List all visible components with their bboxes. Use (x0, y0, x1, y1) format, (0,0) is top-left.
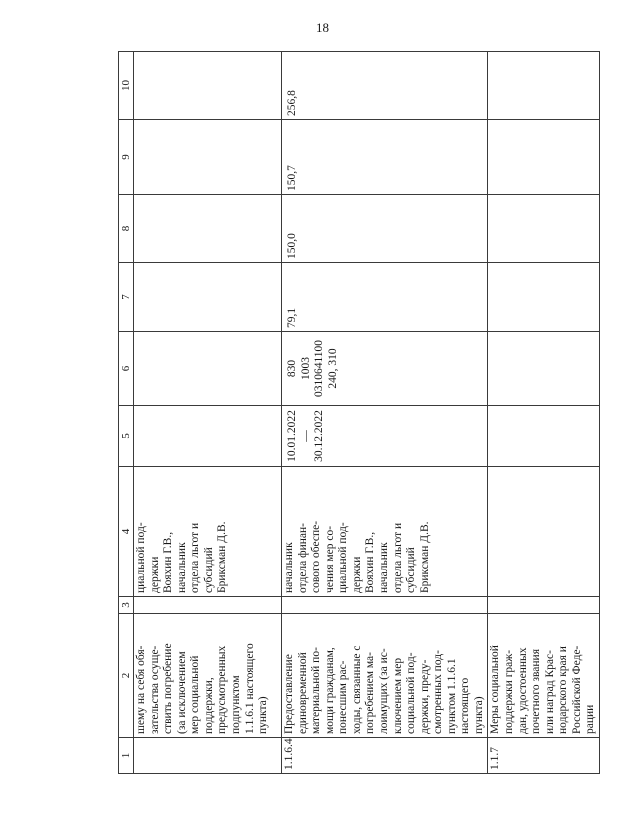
page-number: 18 (316, 20, 329, 35)
cell-budget-code (488, 332, 600, 406)
program-measures-table (118, 51, 600, 774)
column-header: 4 (119, 467, 134, 597)
cell-value-8: 150,0 (282, 195, 488, 263)
cell-description: Меры социальной поддержки граж- дан, удостоенных почетного звания или наград Крас- нодарского края и Российской Феде- рации (488, 614, 600, 738)
cell-number: 1.1.6.4 (282, 738, 488, 774)
column-header: 7 (119, 263, 134, 332)
cell-period (134, 406, 282, 467)
table-row (282, 52, 488, 774)
column-header: 3 (119, 597, 134, 614)
cell-value-8 (488, 195, 600, 263)
table-row (488, 52, 600, 774)
cell-value-9 (488, 120, 600, 195)
cell-value-10 (134, 52, 282, 120)
cell-col3 (282, 597, 488, 614)
cell-value-7: 79,1 (282, 263, 488, 332)
cell-value-7 (488, 263, 600, 332)
cell-period: 10.01.2022 — 30.12.2022 (282, 406, 488, 467)
cell-col3 (488, 597, 600, 614)
cell-col3 (134, 597, 282, 614)
cell-number: 1.1.7 (488, 738, 600, 774)
column-header: 9 (119, 120, 134, 195)
column-header: 10 (119, 52, 134, 120)
column-header: 8 (119, 195, 134, 263)
cell-description: шему на себя обя- зательства осуще- ствить погребение (за исключением мер социальной поддержки, предусмотренных подпунктом 1.1.6.1 настоящего пункта) (134, 614, 282, 738)
column-header: 5 (119, 406, 134, 467)
table-row (134, 52, 282, 774)
rotated-table-area (118, 52, 597, 774)
rotated-content (118, 52, 597, 774)
cell-value-7 (134, 263, 282, 332)
cell-budget-code: 830 1003 0310641100 240, 310 (282, 332, 488, 406)
column-header: 1 (119, 738, 134, 774)
cell-value-8 (134, 195, 282, 263)
column-header: 2 (119, 614, 134, 738)
cell-value-10 (488, 52, 600, 120)
cell-number (134, 738, 282, 774)
header-row (119, 52, 134, 774)
cell-value-9: 150,7 (282, 120, 488, 195)
cell-responsible: циальной под- держки Вояхин Г.В., начальник отдела льгот и субсидий Бриксман Д.В. (134, 467, 282, 597)
cell-budget-code (134, 332, 282, 406)
cell-description: Предоставление единовременной материальной по- мощи гражданам, понесшим рас- ходы, связанные с погребением ма- лоимущих (за ис- ключением мер социальной под- держки, преду- смотренных под- пунктом 1.1.6.1 настоящего пункта) (282, 614, 488, 738)
column-header: 6 (119, 332, 134, 406)
cell-value-9 (134, 120, 282, 195)
cell-period (488, 406, 600, 467)
cell-value-10: 256,8 (282, 52, 488, 120)
cell-responsible: начальник отдела финан- сового обеспе- чения мер со- циальной под- держки Вояхин Г.В., начальник отдела льгот и субсидий Бриксман Д.В. (282, 467, 488, 597)
cell-responsible (488, 467, 600, 597)
